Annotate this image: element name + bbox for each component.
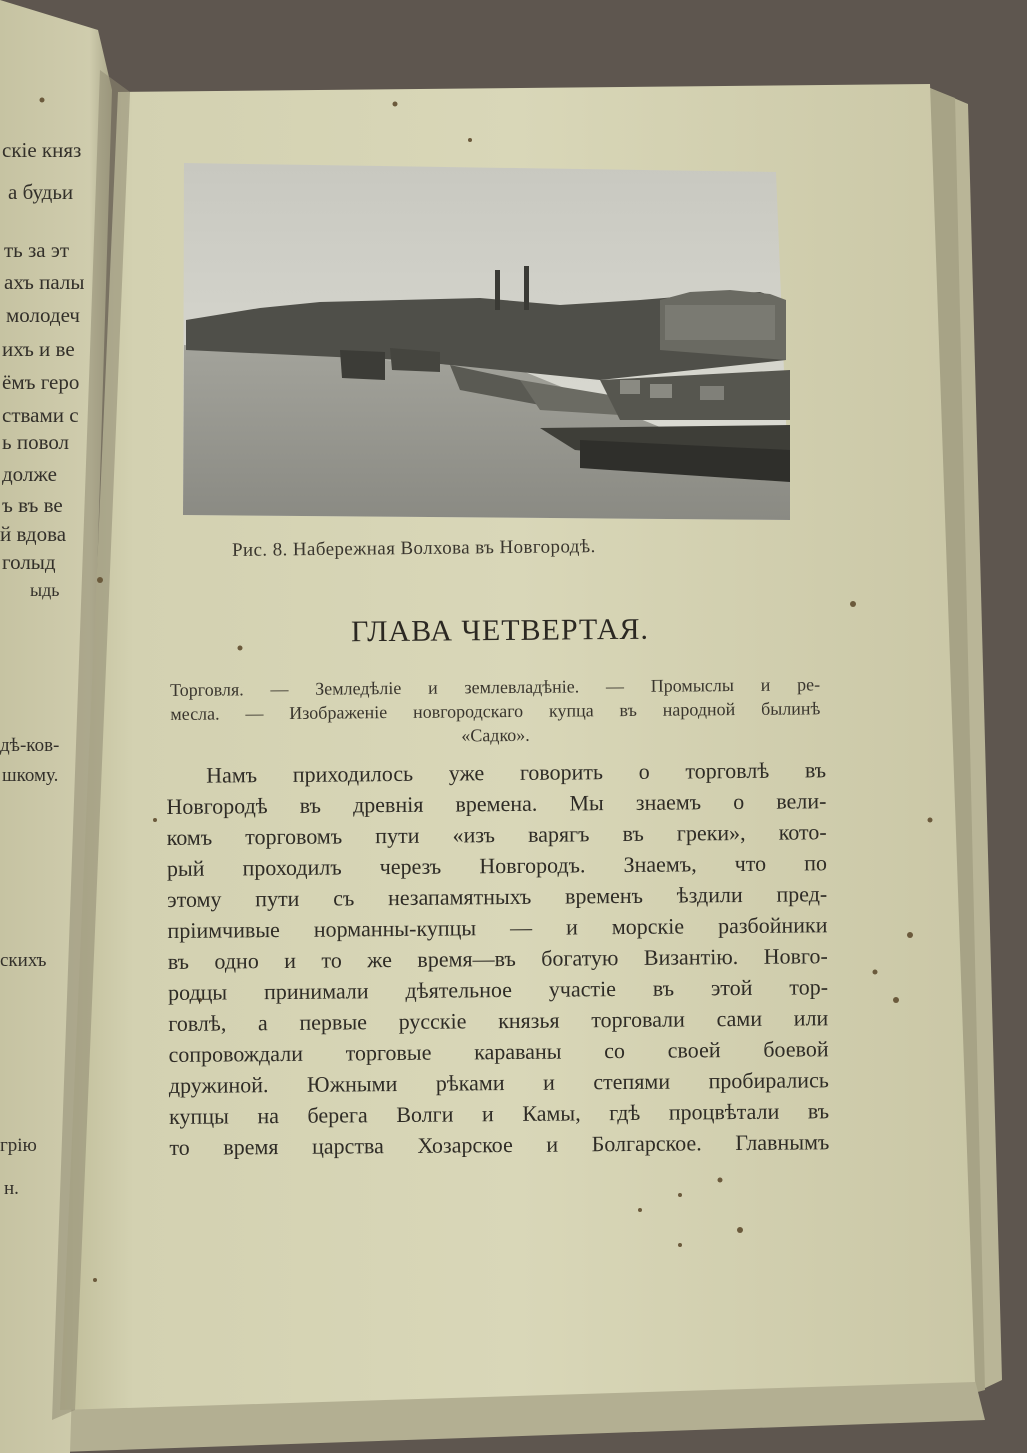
body-line: пріимчивые норманны-купцы — и морскіе разбойники <box>167 912 828 943</box>
left-fragment: ть за эт <box>4 238 70 262</box>
body-line: говлѣ, а первые русскіе князья торговали сами или <box>168 1005 829 1036</box>
left-fragment: скихъ <box>0 950 47 971</box>
left-fragment: долже <box>2 462 57 486</box>
left-fragment: ёмъ геро <box>2 370 80 394</box>
figure-caption: Рис. 8. Набережная Волхова въ Новгородѣ. <box>231 536 596 561</box>
body-line: Намъ приходилось уже говорить о торговлѣ въ <box>206 757 827 788</box>
body-line: купцы на берега Волги и Камы, гдѣ процвѣтали въ <box>169 1098 830 1129</box>
chapter-summary <box>170 672 821 750</box>
left-fragment: шкому. <box>2 765 59 786</box>
body-line: Новгородѣ въ древнія времена. Мы знаемъ о вели- <box>166 788 827 819</box>
photograph-volkhov-embankment <box>183 163 790 520</box>
left-fragment: ъ въ ве <box>2 493 63 517</box>
left-fragment: н. <box>4 1178 19 1199</box>
left-fragment: ихъ и ве <box>2 337 75 361</box>
left-fragment: ствами с <box>2 403 79 427</box>
summary-line: месла. — Изображеніе новгородскаго купца въ народной былинѣ <box>170 698 821 724</box>
body-line: комъ торговомъ пути «изъ варягъ въ греки», кото- <box>166 819 827 850</box>
body-line: то время царства Хозарское и Болгарское. Главнымъ <box>169 1129 830 1160</box>
body-line: въ одно и то же время—въ богатую Византію. Новго- <box>167 943 828 974</box>
left-fragment: ахъ палы <box>4 270 85 294</box>
summary-line: Торговля. — Земледѣліе и землевладѣніе. — Промыслы и ре- <box>170 674 821 700</box>
body-paragraph <box>166 754 829 1163</box>
body-line: сопровождали торговые караваны со своей боевой <box>168 1036 829 1067</box>
left-fragment: й вдова <box>0 522 67 546</box>
left-fragment: грію <box>0 1135 37 1156</box>
body-line: рый проходилъ черезъ Новгородъ. Знаемъ, что по <box>166 850 828 881</box>
left-fragment: а будьи <box>8 180 74 204</box>
body-line: этому пути съ незапамятныхъ временъ ѣздили пред- <box>167 881 828 912</box>
body-line: родцы принимали дѣятельное участіе въ этой тор- <box>167 974 829 1005</box>
summary-line: «Садко». <box>461 724 530 746</box>
left-page-text <box>0 0 120 1453</box>
left-fragment: молодеч <box>6 303 80 327</box>
left-fragment: скіе княз <box>2 138 82 162</box>
left-fragment: дѣ-ков- <box>0 735 60 756</box>
chapter-title: ГЛАВА ЧЕТВЕРТАЯ. <box>350 612 650 649</box>
left-fragment: ыдь <box>30 580 60 600</box>
body-line: дружиной. Южными рѣками и степями пробирались <box>168 1067 829 1098</box>
left-fragment: голыд <box>2 550 56 574</box>
left-fragment: ь повол <box>2 430 70 454</box>
